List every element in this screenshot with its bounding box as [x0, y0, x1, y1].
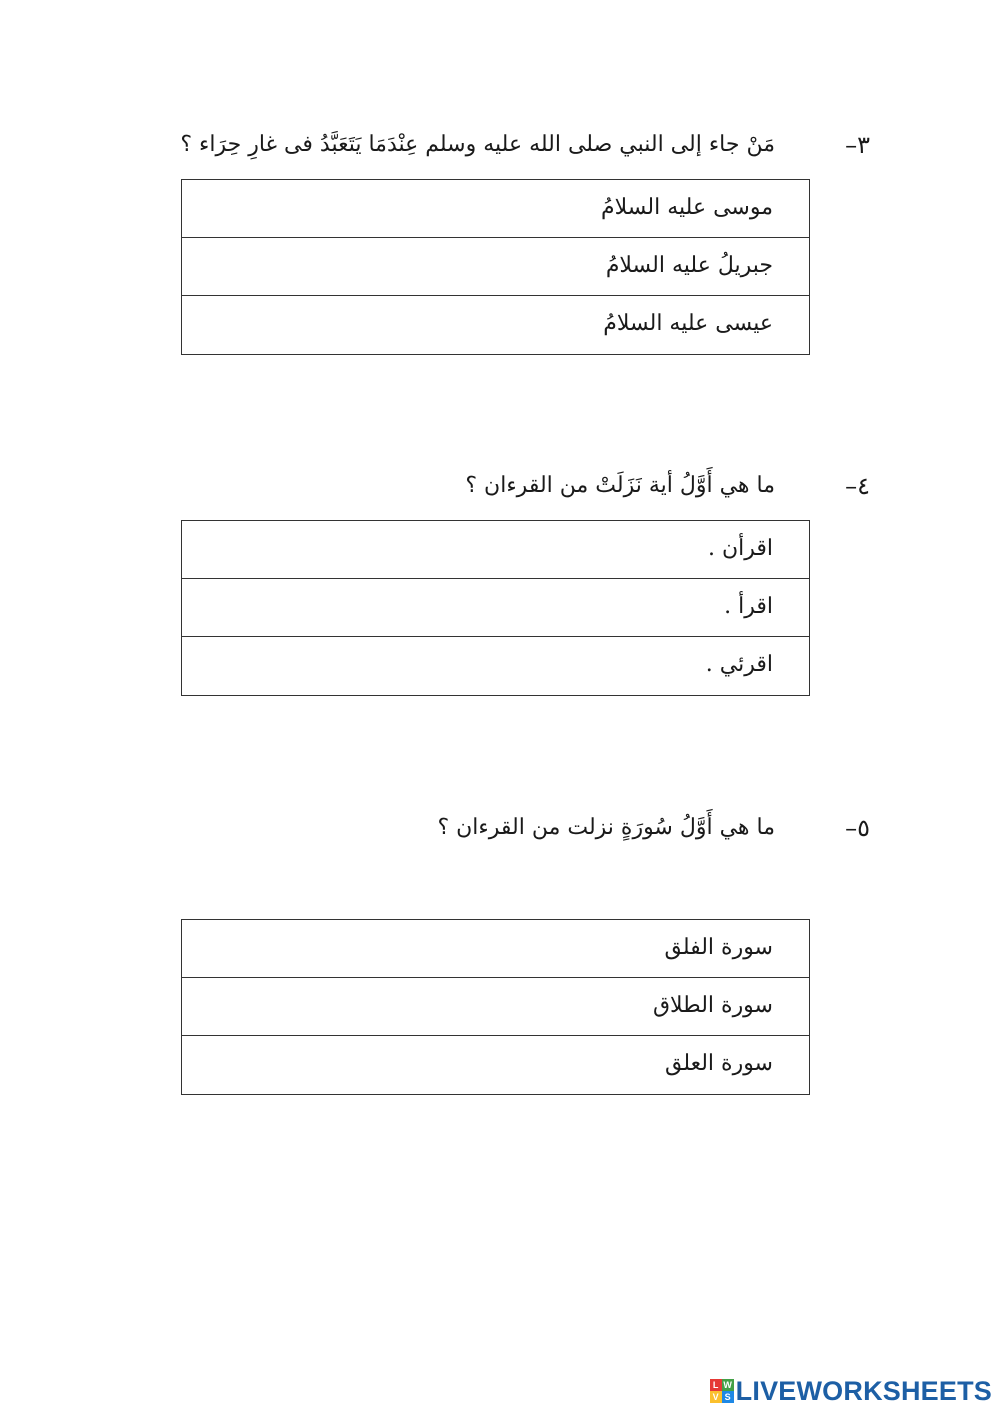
question-number: ٥–: [845, 814, 870, 842]
answer-option[interactable]: عيسى عليه السلامُ: [603, 311, 773, 336]
brand-text: LIVEWORKSHEETS: [735, 1375, 992, 1406]
answer-option[interactable]: جبريلُ عليه السلامُ: [182, 238, 809, 296]
question-number: ٣–: [845, 131, 870, 159]
question-text: مَنْ جاء إلى النبي صلى الله عليه وسلم عِنْدَمَا يَتَعَبَّدُ فى غارِ حِرَاء ؟: [180, 132, 775, 157]
question-text: ما هي أَوَّلُ سُورَةٍ نزلت من القرءان ؟: [437, 815, 775, 840]
question-number: ٤–: [845, 472, 870, 500]
logo-letter: V: [710, 1391, 722, 1403]
liveworksheets-icon: [710, 1379, 734, 1403]
question-3: [180, 125, 870, 165]
answer-options-4: [181, 520, 810, 696]
logo-letter: S: [722, 1391, 734, 1403]
logo-letter: L: [710, 1379, 722, 1391]
question-4: [200, 466, 870, 506]
question-text: ما هي أَوَّلُ أية نَزَلَتْ من القرءان ؟: [465, 473, 775, 498]
answer-option[interactable]: سورة الفلق: [182, 920, 809, 978]
question-5: [200, 808, 870, 848]
answer-options-3: [181, 179, 810, 355]
answer-option[interactable]: موسى عليه السلامُ: [182, 180, 809, 238]
liveworksheets-logo: [710, 1375, 992, 1407]
answer-option[interactable]: اقرأن .: [182, 521, 809, 579]
answer-option[interactable]: اقرئي .: [705, 652, 773, 677]
answer-option[interactable]: سورة الطلاق: [182, 978, 809, 1036]
answer-option[interactable]: اقرأ .: [182, 579, 809, 637]
answer-option[interactable]: سورة العلق: [664, 1051, 773, 1076]
logo-letter: W: [723, 1380, 732, 1390]
answer-options-5: [181, 919, 810, 1095]
